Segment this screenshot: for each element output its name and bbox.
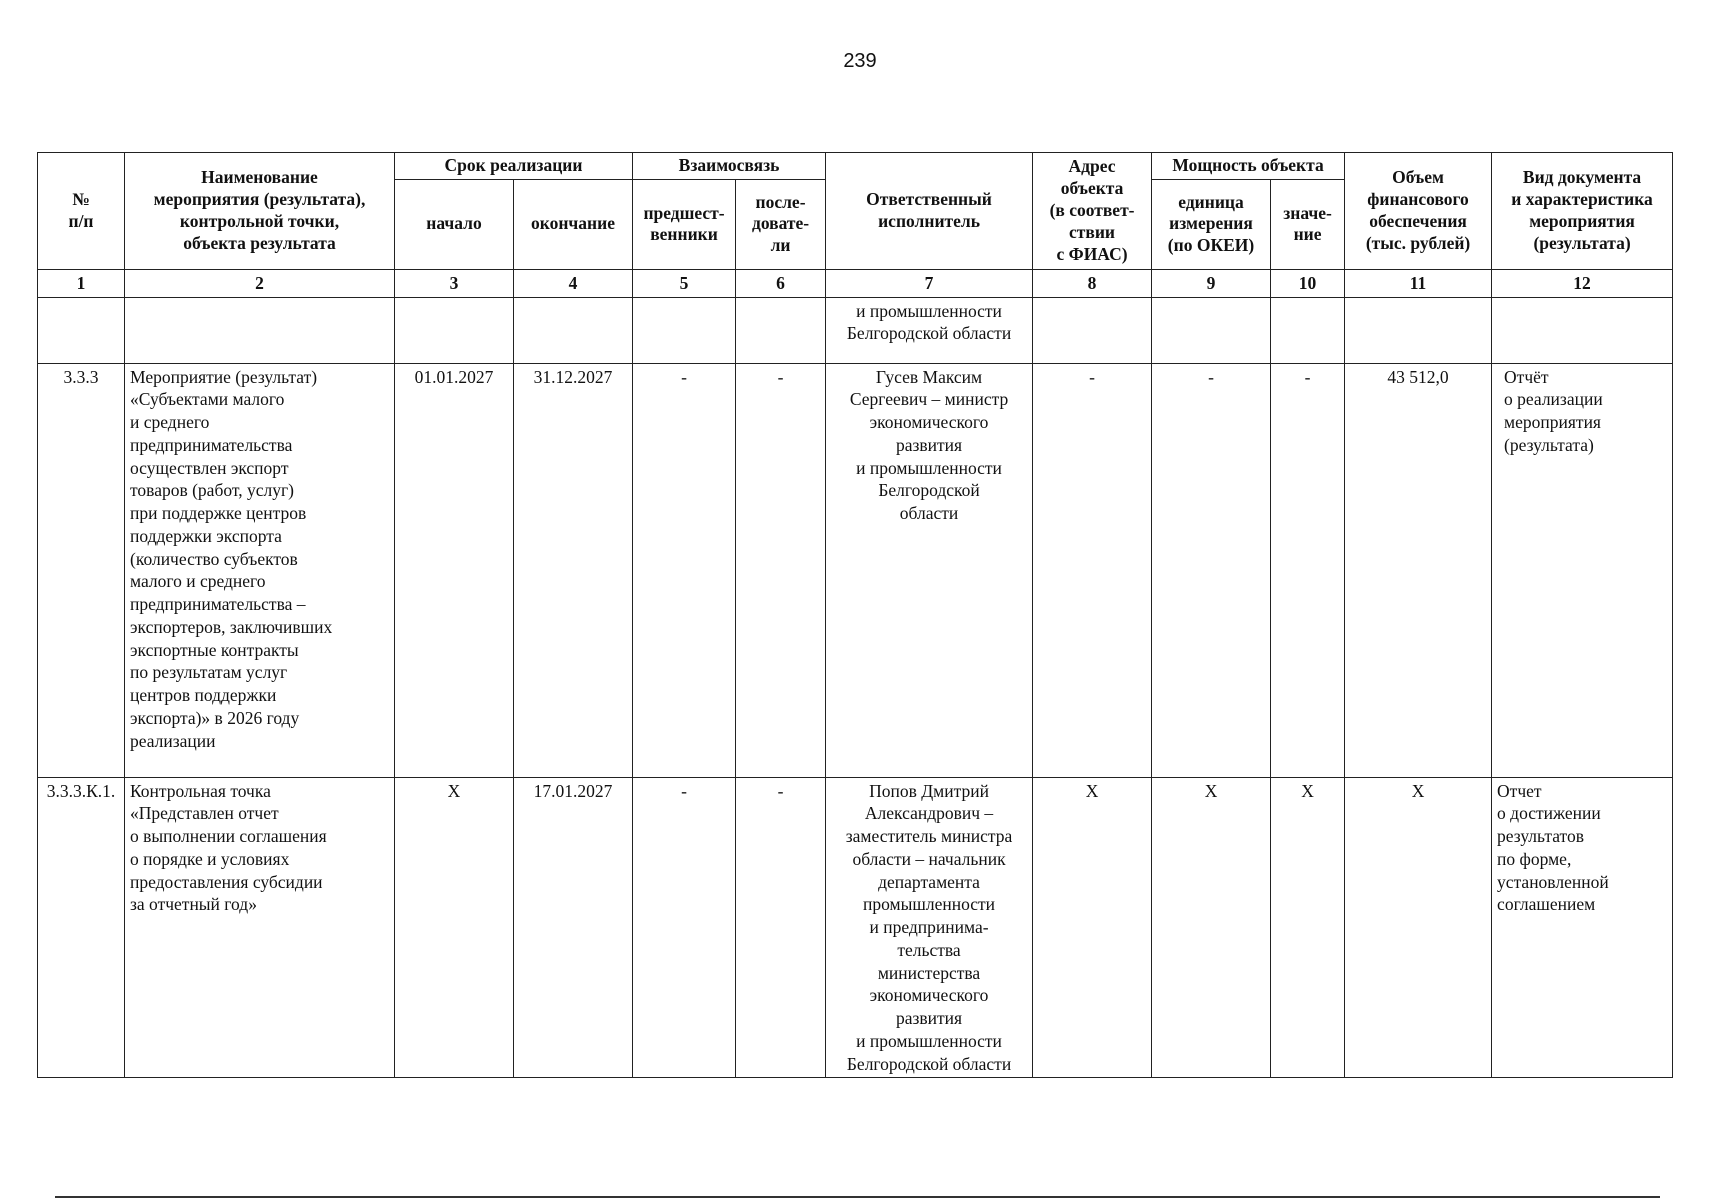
cell-num: 3.3.3 bbox=[38, 363, 125, 777]
header-term-start: начало bbox=[395, 179, 514, 269]
cell-prev: - bbox=[633, 363, 736, 777]
cell-finance: 43 512,0 bbox=[1345, 363, 1492, 777]
table-row bbox=[38, 297, 1673, 363]
cell-next: - bbox=[736, 363, 826, 777]
column-number: 11 bbox=[1345, 269, 1492, 297]
cell-num: 3.3.3.К.1. bbox=[38, 777, 125, 1078]
header-link-next: после- довате- ли bbox=[736, 179, 826, 269]
cell-unit bbox=[1152, 297, 1271, 363]
header-term-end: окончание bbox=[514, 179, 633, 269]
column-number-row bbox=[38, 269, 1673, 297]
column-number: 1 bbox=[38, 269, 125, 297]
cell-prev bbox=[633, 297, 736, 363]
header-finance: Объем финансового обеспечения (тыс. рублей) bbox=[1345, 153, 1492, 270]
header-capacity-unit: единица измерения (по ОКЕИ) bbox=[1152, 179, 1271, 269]
cell-address: - bbox=[1033, 363, 1152, 777]
column-number: 5 bbox=[633, 269, 736, 297]
cell-responsible: Гусев Максим Сергеевич – министр экономического развития и промышленности Белгородской области bbox=[826, 363, 1033, 777]
cell-name: Мероприятие (результат) «Субъектами малого и среднего предпринимательства осуществлен экспорт товаров (работ, услуг) при поддержке центров поддержки экспорта (количество субъектов малого и среднего предпринимательства – экспортеров, заключивших экспортные контракты по результатам услуг центров поддержки экспорта)» в 2026 году реализации bbox=[125, 363, 395, 777]
bottom-rule bbox=[55, 1196, 1660, 1198]
column-number: 8 bbox=[1033, 269, 1152, 297]
cell-end: 17.01.2027 bbox=[514, 777, 633, 1078]
cell-start: Х bbox=[395, 777, 514, 1078]
cell-value bbox=[1271, 297, 1345, 363]
column-number: 12 bbox=[1492, 269, 1673, 297]
cell-address bbox=[1033, 297, 1152, 363]
cell-num bbox=[38, 297, 125, 363]
cell-address: Х bbox=[1033, 777, 1152, 1078]
header-address: Адрес объекта (в соответ- ствии с ФИАС) bbox=[1033, 153, 1152, 270]
cell-start bbox=[395, 297, 514, 363]
table-row bbox=[38, 777, 1673, 1078]
cell-doc: Отчет о достижении результатов по форме, установленной соглашением bbox=[1492, 777, 1673, 1078]
cell-start: 01.01.2027 bbox=[395, 363, 514, 777]
column-number: 4 bbox=[514, 269, 633, 297]
cell-finance bbox=[1345, 297, 1492, 363]
cell-finance: Х bbox=[1345, 777, 1492, 1078]
header-num: № п/п bbox=[38, 153, 125, 270]
cell-name: Контрольная точка «Представлен отчет о выполнении соглашения о порядке и условиях предоставления субсидии за отчетный год» bbox=[125, 777, 395, 1078]
column-number: 7 bbox=[826, 269, 1033, 297]
cell-name bbox=[125, 297, 395, 363]
header-link-prev: предшест- венники bbox=[633, 179, 736, 269]
column-number: 3 bbox=[395, 269, 514, 297]
cell-unit: - bbox=[1152, 363, 1271, 777]
plan-table bbox=[37, 152, 1673, 1078]
cell-doc: Отчёт о реализации мероприятия (результата) bbox=[1492, 363, 1673, 777]
cell-next: - bbox=[736, 777, 826, 1078]
cell-end bbox=[514, 297, 633, 363]
header-capacity-value: значе- ние bbox=[1271, 179, 1345, 269]
header-link-group: Взаимосвязь bbox=[633, 153, 826, 180]
header-responsible: Ответственный исполнитель bbox=[826, 153, 1033, 270]
page-number: 239 bbox=[843, 50, 877, 72]
cell-responsible: и промышленности Белгородской области bbox=[826, 297, 1033, 363]
header-doc-type: Вид документа и характеристика мероприятия (результата) bbox=[1492, 153, 1673, 270]
column-number: 2 bbox=[125, 269, 395, 297]
cell-value: Х bbox=[1271, 777, 1345, 1078]
header-name: Наименование мероприятия (результата), контрольной точки, объекта результата bbox=[125, 153, 395, 270]
cell-prev: - bbox=[633, 777, 736, 1078]
header-term-group: Срок реализации bbox=[395, 153, 633, 180]
column-number: 10 bbox=[1271, 269, 1345, 297]
cell-unit: Х bbox=[1152, 777, 1271, 1078]
header-capacity-group: Мощность объекта bbox=[1152, 153, 1345, 180]
cell-doc bbox=[1492, 297, 1673, 363]
cell-responsible: Попов Дмитрий Александрович – заместитель министра области – начальник департамента промышленности и предпринима- тельства министерства экономического развития и промышленности Белгородской области bbox=[826, 777, 1033, 1078]
column-number: 6 bbox=[736, 269, 826, 297]
table-row bbox=[38, 363, 1673, 777]
column-number: 9 bbox=[1152, 269, 1271, 297]
cell-value: - bbox=[1271, 363, 1345, 777]
cell-next bbox=[736, 297, 826, 363]
cell-end: 31.12.2027 bbox=[514, 363, 633, 777]
